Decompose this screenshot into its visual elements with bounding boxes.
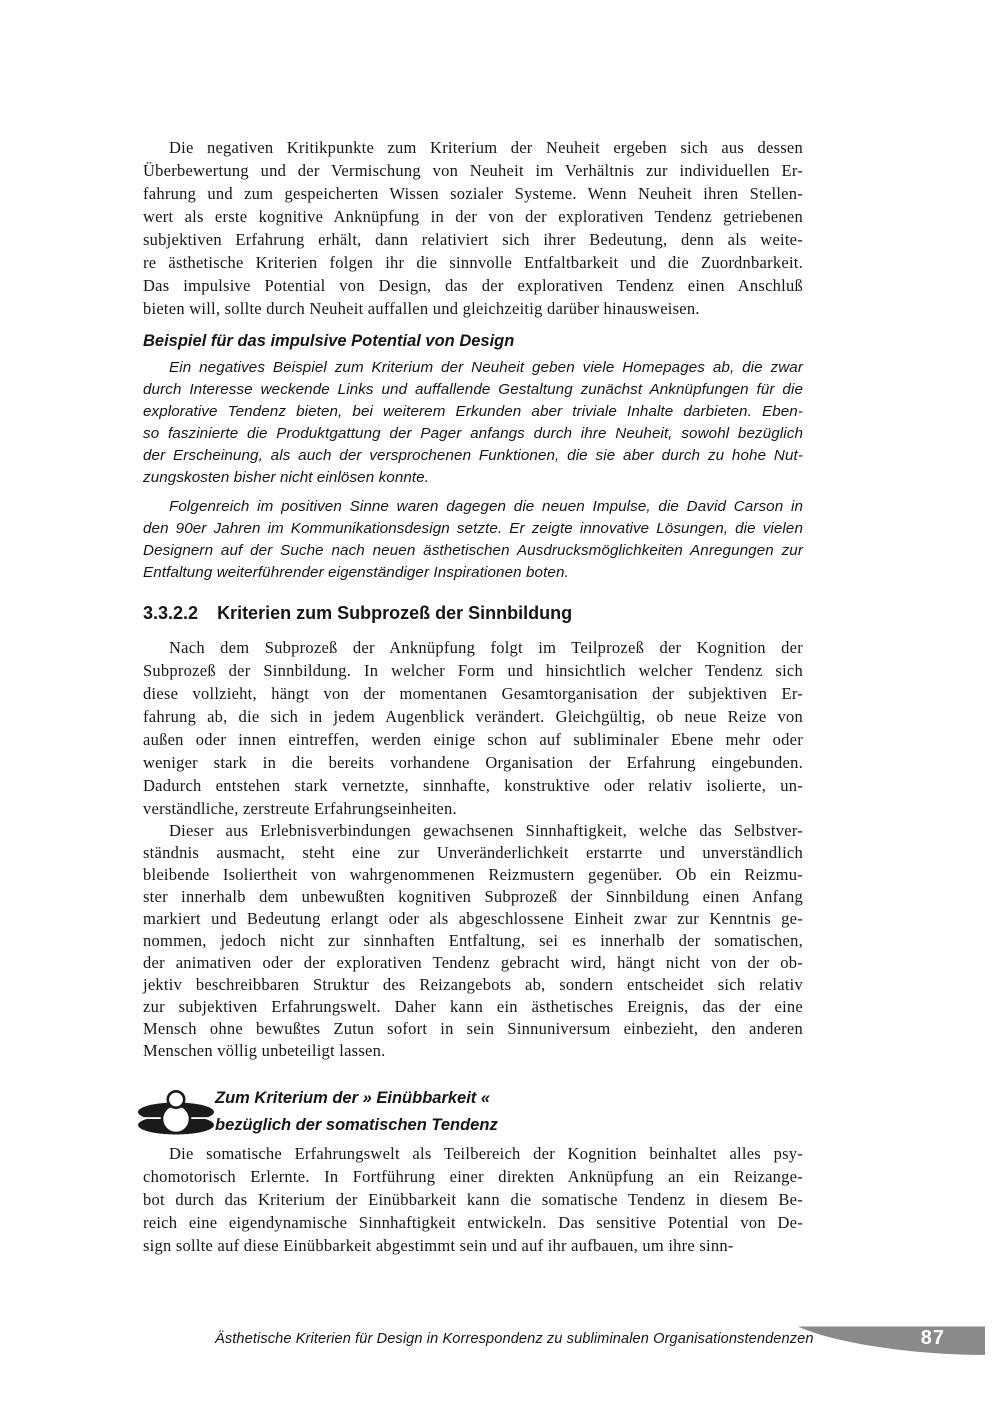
- text-line: Subprozeß der Sinnbildung. In welcher Form und hinsichtlich welcher Tendenz sich: [143, 661, 803, 680]
- criterion-heading-line1: Zum Kriterium der » Einübbarkeit «: [215, 1089, 491, 1107]
- paragraph-sinnbildung-2: [143, 820, 803, 1062]
- criterion-heading-line2: bezüglich der somatischen Tendenz: [215, 1116, 498, 1134]
- footer-swoosh-shape: [798, 1324, 985, 1357]
- somatic-body-icon: [137, 1089, 215, 1141]
- page-number: 87: [920, 1327, 945, 1349]
- text-line: Mensch ohne bewußtes Zutun sofort in sein Sinnuniversum einbezieht, den anderen: [143, 1019, 803, 1038]
- text-line: markiert und Bedeutung erlangt oder als abgeschlossene Einheit zwar zur Kenntnis ge-: [143, 909, 803, 928]
- text-line: diese vollzieht, hängt von der momentanen Gesamtorganisation der subjektiven Er-: [143, 684, 803, 703]
- text-line: fahrung ab, die sich in jedem Augenblick verändert. Gleichgültig, ob neue Reize von: [143, 707, 803, 726]
- section-heading: [143, 601, 803, 625]
- text-line: verständliche, zerstreute Erfahrungseinheiten.: [143, 799, 457, 818]
- text-line: Das impulsive Potential von Design, das der explorativen Tendenz einen Anschluß: [143, 276, 803, 295]
- text-line: der animativen oder der explorativen Tendenz gebracht wird, hängt nicht von der ob-: [143, 953, 803, 972]
- text-line: jektiv beschreibbaren Struktur des Reizangebots ab, sondern entscheidet sich relativ: [143, 975, 803, 994]
- text-line: so faszinierte die Produktgattung der Pager anfangs durch ihre Neuheit, sowohl bezüglich: [143, 425, 803, 442]
- text-line: subjektiven Erfahrung erhält, dann relativiert sich ihrer Bedeutung, denn als weite-: [143, 230, 803, 249]
- text-line: Nach dem Subprozeß der Anknüpfung folgt im Teilprozeß der Kognition der: [169, 638, 803, 657]
- example-heading: Beispiel für das impulsive Potential von Design: [143, 332, 515, 350]
- text-line: zur subjektiven Erfahrungswelt. Daher kann ein ästhetisches Ereignis, das der eine: [143, 997, 803, 1016]
- text-line: durch Interesse weckende Links und auffallende Gestaltung zunächst Anknüpfungen für die: [143, 381, 803, 398]
- text-line: Designern auf der Suche nach neuen ästhetischen Ausdrucksmöglichkeiten Anregungen zur: [143, 542, 803, 559]
- text-line: weniger stark in die bereits vorhandene Organisation der Erfahrung eingebunden.: [143, 753, 803, 772]
- text-line: zungskosten bisher nicht einlösen konnte.: [143, 469, 430, 486]
- text-line: ständnis ausmacht, steht eine zur Unveränderlichkeit erstarrte und unverständlich: [143, 843, 803, 862]
- text-line: Überbewertung und der Vermischung von Neuheit im Verhältnis zur individuellen Er-: [143, 161, 803, 180]
- text-line: außen oder innen eintreffen, werden einige schon auf subliminaler Ebene mehr oder: [143, 730, 803, 749]
- text-line: bieten will, sollte durch Neuheit auffallen und gleichzeitig darüber hinausweisen.: [143, 299, 700, 318]
- text-line: re ästhetische Kriterien folgen ihr die sinnvolle Entfaltbarkeit und die Zuordnbarkeit.: [143, 253, 803, 272]
- text-line: Folgenreich im positiven Sinne waren dagegen die neuen Impulse, die David Carson in: [169, 498, 803, 515]
- paragraph-neuheit-kritik: [143, 136, 803, 320]
- text-line: explorative Tendenz bieten, bei weiterem Erkunden aber triviale Inhalte darbieten. Eben-: [143, 403, 803, 420]
- text-line: Die negativen Kritikpunkte zum Kriterium der Neuheit ergeben sich aus dessen: [169, 138, 803, 157]
- text-line: reich eine eigendynamische Sinnhaftigkeit entwickeln. Das sensitive Potential von De-: [143, 1213, 803, 1232]
- page-number-badge: [798, 1324, 985, 1357]
- text-line: Die somatische Erfahrungswelt als Teilbereich der Kognition beinhaltet alles psy-: [169, 1144, 803, 1163]
- criterion-heading: [215, 1085, 498, 1139]
- text-line: Ein negatives Beispiel zum Kriterium der Neuheit geben viele Homepages ab, die zwar: [169, 359, 803, 376]
- text-line: sign sollte auf diese Einübbarkeit abgestimmt sein und auf ihr aufbauen, um ihre sinn-: [143, 1236, 734, 1255]
- text-line: Dadurch entstehen stark vernetzte, sinnhafte, konstruktive oder relativ isolierte, un-: [143, 776, 803, 795]
- section-number: 3.3.2.2: [143, 603, 199, 623]
- text-line: chomotorisch Erlernte. In Fortführung einer direkten Anknüpfung an ein Reizange-: [143, 1167, 803, 1186]
- example-paragraph-carson: [143, 496, 803, 584]
- text-line: bleibende Isoliertheit von wahrgenommenen Reizmustern gegenüber. Ob ein Reizmu-: [143, 865, 803, 884]
- text-line: Entfaltung weiterführender eigenständiger Inspirationen boten.: [143, 564, 569, 581]
- text-line: den 90er Jahren im Kommunikationsdesign setzte. Er zeigte innovative Lösungen, die vielen: [143, 520, 803, 537]
- text-line: ster innerhalb dem unbewußten kognitiven Subprozeß der Sinnbildung einen Anfang: [143, 887, 803, 906]
- text-line: der Erscheinung, als auch der versprochenen Funktionen, die sie aber durch zu hohe Nut-: [143, 447, 803, 464]
- text-line: Dieser aus Erlebnisverbindungen gewachsenen Sinnhaftigkeit, welche das Selbstver-: [169, 821, 803, 840]
- text-line: bot durch das Kriterium der Einübbarkeit kann die somatische Tendenz in diesem Be-: [143, 1190, 803, 1209]
- paragraph-sinnbildung-1: [143, 636, 803, 820]
- text-line: fahrung und zum gespeicherten Wissen sozialer Systeme. Wenn Neuheit ihren Stellen-: [143, 184, 803, 203]
- text-line: nommen, jedoch nicht zur sinnhaften Entfaltung, sei es innerhalb der somatischen,: [143, 931, 803, 950]
- text-line: Menschen völlig unbeteiligt lassen.: [143, 1041, 386, 1060]
- running-title: Ästhetische Kriterien für Design in Korrespondenz zu subliminalen Organisationstendenzen: [215, 1331, 814, 1347]
- paragraph-somatische-tendenz: [143, 1142, 803, 1257]
- example-paragraph-homepages: [143, 357, 803, 489]
- text-line: wert als erste kognitive Anknüpfung in der von der explorativen Tendenz getriebenen: [143, 207, 803, 226]
- section-title: Kriterien zum Subprozeß der Sinnbildung: [217, 603, 573, 623]
